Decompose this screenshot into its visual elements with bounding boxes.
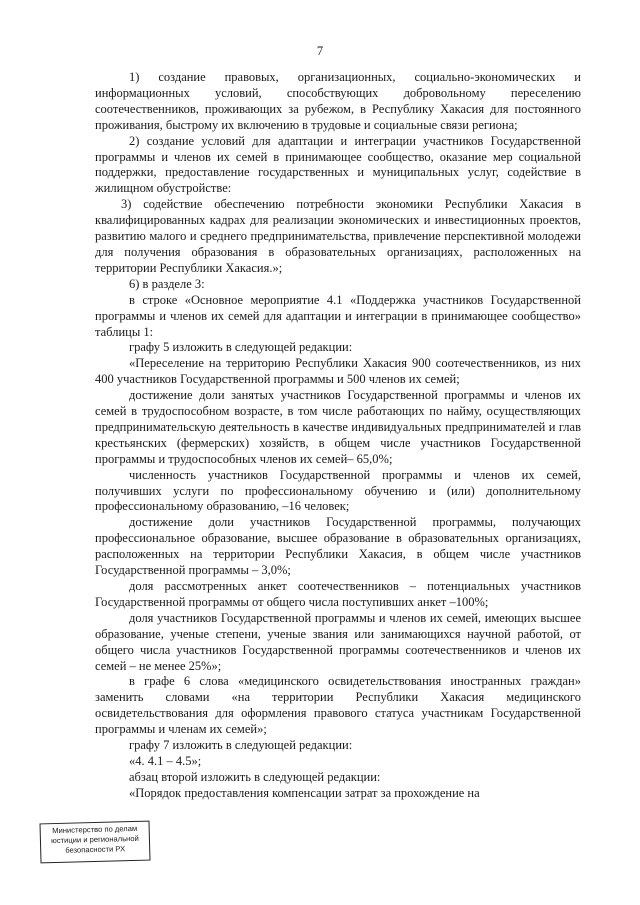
paragraph-employment-share: достижение доли занятых участников Государственной программы и членов их семей в трудоспособном возрасте, в том числе работающих по найму, осуществляющих предпринимательскую деятельность в качестве индивидуальных предпринимателей и глав крестьянских (фермерских) хозяйств, в общем числе участников Государственной программы и трудоспособных членов их семей– 65,0%;: [95, 388, 581, 466]
paragraph-row-4-1: в строке «Основное мероприятие 4.1 «Поддержка участников Государственной программы и членов их семей для адаптации и интеграции в принимающее сообщество» таблицы 1:: [95, 292, 581, 339]
paragraph-resettlement: «Переселение на территорию Республики Хакасия 900 соотечественников, из них 400 участников Государственной программы и 500 членов их семей;: [95, 356, 581, 387]
paragraph-second-clause: абзац второй изложить в следующей редакции:: [129, 769, 381, 784]
ministry-stamp: [39, 821, 150, 864]
paragraph-column-5: графу 5 изложить в следующей редакции:: [129, 340, 353, 355]
paragraph-item-1: 1) создание правовых, организационных, социально-экономических и информационных условий, способствующих добровольному переселению соотечественников, проживающих за рубежом, в Республику Хакасия для постоянного проживания, быстрому их включению в трудовые и социальные связи региона;: [95, 70, 581, 132]
paragraph-column-7: графу 7 изложить в следующей редакции:: [129, 738, 353, 753]
stamp-line: Министерство по делам: [52, 823, 138, 836]
paragraph-item-3: 3) содействие обеспечению потребности экономики Республики Хакасия в квалифицированных кадрах для реализации экономических и инвестиционных проектов, развитию малого и среднего предпринимательства, привлечение перспективной молодежи для получения образования в образовательных организациях, расположенных на территории Республики Хакасия.»;: [95, 197, 581, 275]
paragraph-questionnaires: доля рассмотренных анкет соотечественников – потенциальных участников Государственной программы от общего числа поступивших анкет –100%;: [95, 579, 581, 609]
paragraph-compensation: «Порядок предоставления компенсации затрат за прохождение на: [129, 785, 480, 800]
paragraph-column-7-value: «4. 4.1 – 4.5»;: [129, 753, 202, 768]
paragraph-item-2: 2) создание условий для адаптации и интеграции участников Государственной программы и членов их семей в принимающее сообщество, оказание мер социальной поддержки, предоставление государственных и муниципальных услуг, содействие в жилищном обустройстве:: [95, 133, 581, 196]
paragraph-section-3: 6) в разделе 3:: [129, 276, 205, 291]
paragraph-column-6: в графе 6 слова «медицинского освидетельствования иностранных граждан» заменить словами «на территории Республики Хакасия медицинского освидетельствования для оформления правового статуса участникам Государственной программы и членам их семей»;: [95, 674, 581, 737]
stamp-line: безопасности РХ: [65, 843, 126, 855]
paragraph-higher-education: доля участников Государственной программы и членов их семей, имеющих высшее образование, ученые степени, ученые звания или занимающихся научной работой, от общего числа участников Государственной программы соотечественников и членов их семей – не менее 25%»;: [95, 610, 581, 673]
page-number: 7: [316, 44, 324, 58]
document-body: [95, 70, 581, 802]
paragraph-education-share: достижение доли участников Государственной программы, получающих профессиональное образование, высшее образование в образовательных организациях, расположенных на территории Республики Хакасия, в общем числе участников Государственной программы – 3,0%;: [95, 515, 581, 578]
stamp-line: юстиции и региональной: [50, 833, 139, 845]
paragraph-training-count: численность участников Государственной программы и членов их семей, получивших услуги по профессиональному обучению и (или) дополнительному профессиональному образованию, –16 человек;: [95, 467, 581, 514]
